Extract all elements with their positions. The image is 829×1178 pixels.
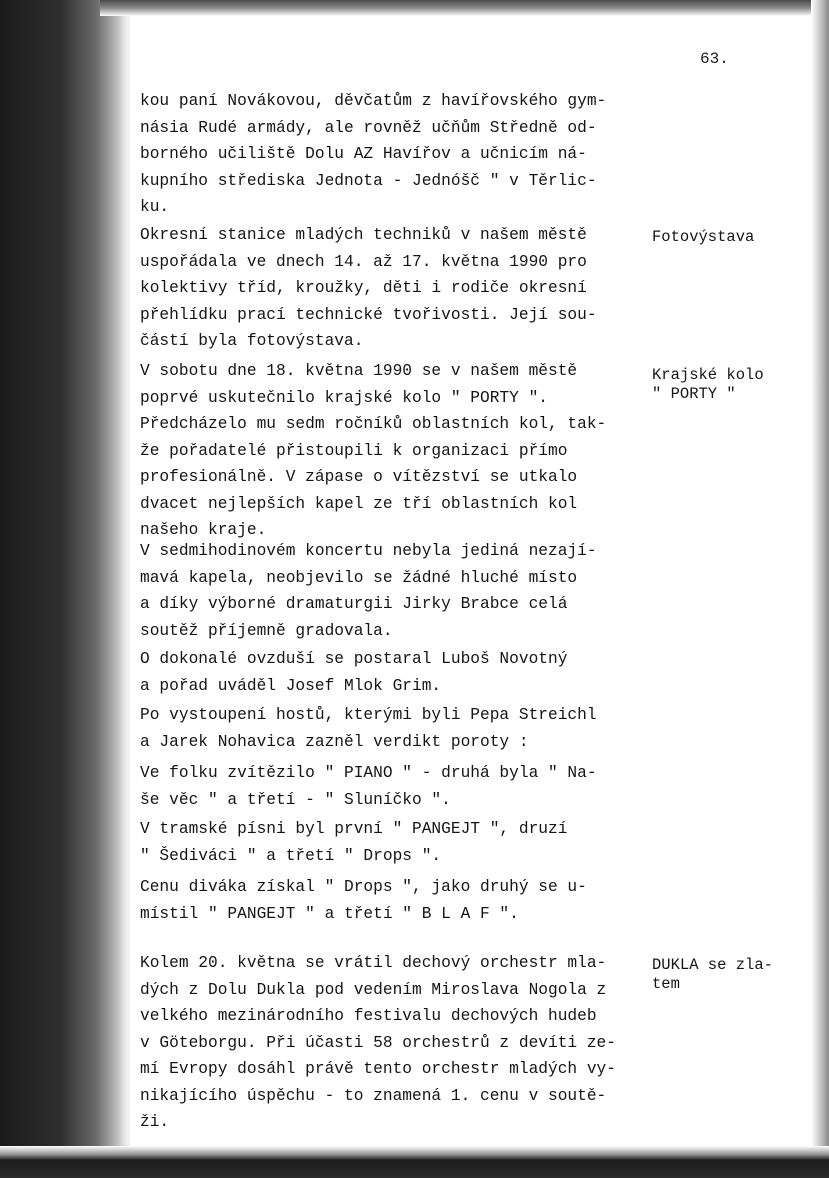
paragraph-line: soutěž příjemně gradovala. (140, 621, 393, 640)
paragraph-line: V sedmihodinovém koncertu nebyla jediná nezají- (140, 542, 597, 560)
paragraph-2 (140, 222, 628, 355)
paragraph-line: profesionálně. V zápase o vítězství se utkalo (140, 468, 578, 486)
paragraph-line: v Göteborgu. Při účasti 58 orchestrů z devíti ze- (140, 1033, 616, 1052)
paragraph-line: a pořad uváděl Josef Mlok Grim. (140, 676, 442, 695)
paragraph-8 (140, 816, 628, 869)
margin-note-line: tem (652, 975, 680, 993)
paragraph-line: uspořádala ve dnech 14. až 17. května 1990 pro (140, 252, 587, 271)
paragraph-line: V tramské písni byl první " PANGEJT ", druzí (140, 820, 568, 838)
paragraph-line: místil " PANGEJT " a třetí " B L A F ". (140, 904, 519, 923)
page-top-edge (100, 0, 829, 16)
paragraph-line: " Šediváci " a třetí " Drops ". (140, 846, 442, 865)
paragraph-line: násia Rudé armády, ale rovněž učňům Středně od- (140, 118, 597, 137)
paragraph-5 (140, 646, 628, 699)
paragraph-line: a díky výborné dramaturgii Jirky Brabce celá (140, 595, 568, 613)
paragraph-line: mí Evropy dosáhl právě tento orchestr mladých vy- (140, 1060, 616, 1078)
paragraph-line: kupního střediska Jednota - Jednóšč " v Těrlic- (140, 171, 597, 190)
paragraph-line: borného učiliště Dolu AZ Havířov a učnicím ná- (140, 145, 587, 163)
margin-note-line: " PORTY " (652, 385, 736, 403)
paragraph-line: dvacet nejlepších kapel ze tří oblastních kol (140, 494, 578, 513)
paragraph-line: ži. (140, 1113, 170, 1131)
paragraph-line: přehlídku prací technické tvořivosti. Její sou- (140, 305, 597, 324)
paragraph-line: mavá kapela, neobjevilo se žádné hluché místo (140, 568, 578, 587)
paragraph-line: Předcházelo mu sedm ročníků oblastních kol, tak- (140, 415, 607, 433)
paragraph-line: Cenu diváka získal " Drops ", jako druhý se u- (140, 878, 587, 896)
paragraph-1 (140, 88, 628, 221)
paragraph-line: Kolem 20. května se vrátil dechový orchestr mla- (140, 954, 607, 972)
page-number: 63. (700, 50, 729, 68)
paragraph-line: našeho kraje. (140, 521, 267, 539)
paragraph-4 (140, 538, 628, 644)
page-right-edge (811, 0, 829, 1178)
paragraph-line: a Jarek Nohavica zazněl verdikt poroty : (140, 732, 529, 751)
paragraph-line: kolektivy tříd, kroužky, děti i rodiče okresní (140, 279, 587, 297)
book-binding-shadow (0, 0, 130, 1178)
paragraph-line: še věc " a třetí - " Sluníčko ". (140, 790, 451, 809)
paragraph-line: poprvé uskutečnilo krajské kolo " PORTY ". (140, 388, 548, 407)
paragraph-line: kou paní Novákovou, děvčatům z havířovského gym- (140, 92, 607, 110)
paragraph-line: velkého mezinárodního festivalu dechových hudeb (140, 1007, 597, 1025)
paragraph-3 (140, 358, 628, 544)
paragraph-line: ku. (140, 198, 170, 216)
paragraph-line: dých z Dolu Dukla pod vedením Miroslava Nogola z (140, 980, 607, 999)
paragraph-10 (140, 950, 628, 1136)
margin-note-2 (652, 366, 812, 404)
margin-note-3 (652, 956, 812, 994)
paragraph-9 (140, 874, 628, 927)
paragraph-line: O dokonalé ovzduší se postaral Luboš Novotný (140, 650, 568, 668)
paragraph-line: nikajícího úspěchu - to znamená 1. cenu v soutě- (140, 1086, 607, 1105)
margin-note-1 (652, 228, 812, 247)
paragraph-line: Ve folku zvítězilo " PIANO " - druhá byla " Na- (140, 764, 597, 782)
margin-note-line: Krajské kolo (652, 366, 764, 384)
margin-note-line: DUKLA se zla- (652, 956, 773, 974)
paragraph-line: Okresní stanice mladých techniků v našem městě (140, 226, 587, 244)
paragraph-7 (140, 760, 628, 813)
paragraph-line: Po vystoupení hostů, kterými byli Pepa Streichl (140, 706, 597, 724)
paragraph-line: že pořadatelé přistoupili k organizaci přímo (140, 441, 568, 460)
paragraph-line: V sobotu dne 18. května 1990 se v našem městě (140, 362, 578, 380)
paragraph-line: částí byla fotovýstava. (140, 332, 364, 350)
page-bottom-edge (0, 1146, 829, 1178)
margin-note-line: Fotovýstava (652, 228, 755, 246)
paragraph-6 (140, 702, 628, 755)
